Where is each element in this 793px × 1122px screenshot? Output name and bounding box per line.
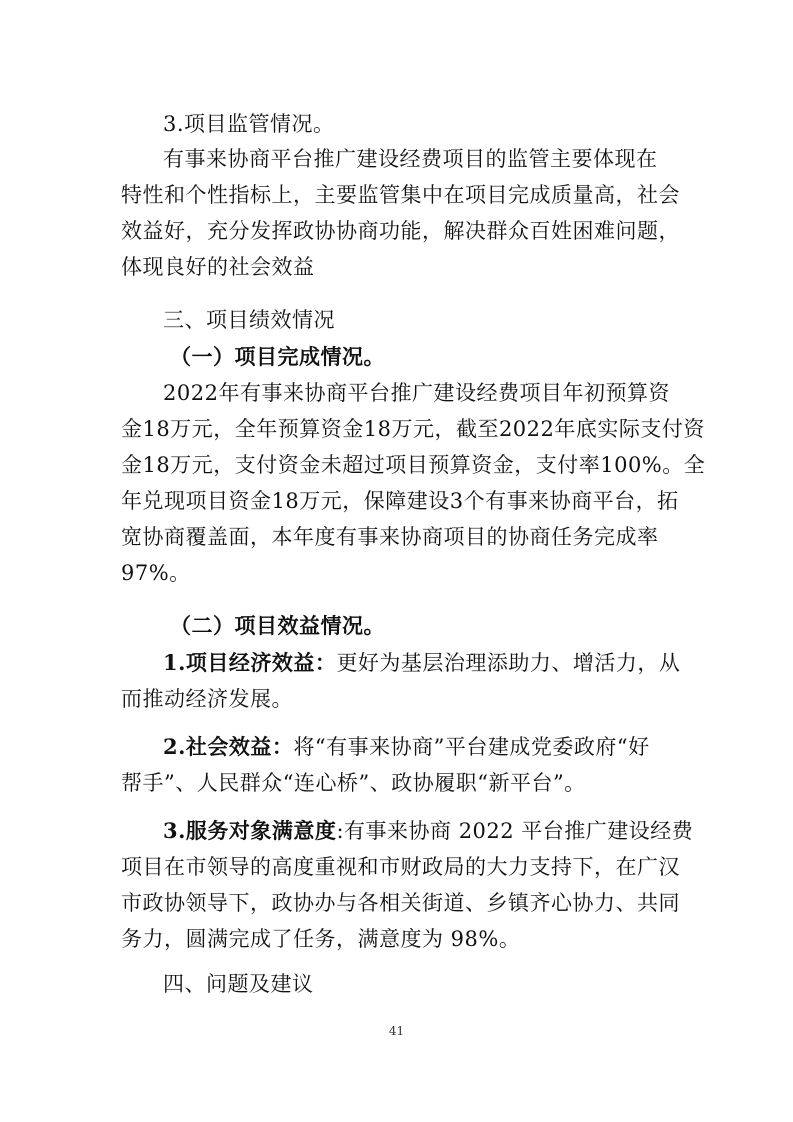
social-benefit-label: 2.社会效益： <box>163 734 294 759</box>
paragraph-line: 特性和个性指标上，主要监管集中在项目完成质量高，社会 <box>121 183 680 207</box>
satisfaction-label: 3.服务对象满意度 <box>163 818 337 843</box>
social-benefit-text: 将“有事来协商”平台建成党委政府“好 <box>293 735 650 759</box>
paragraph-line <box>0 813 793 849</box>
paragraph-line: 有事来协商平台推广建设经费项目的监管主要体现在 <box>163 147 658 171</box>
paragraph-line: 宽协商覆盖面，本年度有事来协商项目的协商任务完成率 <box>121 525 659 549</box>
subsection-heading-benefits: （二）项目效益情况。 <box>170 613 385 638</box>
paragraph-line <box>0 729 793 765</box>
economic-benefit-text: 更好为基层治理添助力、增活力，从 <box>336 651 681 675</box>
paragraph-line: 2022年有事来协商平台推广建设经费项目年初预算资 <box>163 381 670 405</box>
paragraph-line: 市政协领导下，政协办与各相关街道、乡镇齐心协力、共同 <box>121 891 680 915</box>
paragraph-line <box>0 645 793 681</box>
satisfaction-text: :有事来协商 2022 平台推广建设经费 <box>336 819 694 843</box>
paragraph-line: 而推动经济发展。 <box>121 687 293 711</box>
paragraph-line: 帮手”、人民群众“连心桥”、政协履职“新平台”。 <box>121 771 586 795</box>
paragraph-line: 金18万元，支付资金未超过项目预算资金，支付率100%。全 <box>121 453 706 477</box>
economic-benefit-label: 1.项目经济效益： <box>163 650 337 675</box>
paragraph-line: 97%。 <box>121 561 191 585</box>
paragraph-line: 金18万元，全年预算资金18万元，截至2022年底实际支付资 <box>121 417 705 441</box>
subsection-heading-supervision: 3.项目监管情况。 <box>163 112 335 136</box>
section-heading-performance: 三、项目绩效情况 <box>163 308 335 332</box>
subsection-heading-completion: （一）项目完成情况。 <box>170 344 385 369</box>
paragraph-line: 年兑现项目资金18万元，保障建设3个有事来协商平台，拓 <box>121 489 679 513</box>
page-number: 41 <box>388 1024 405 1038</box>
paragraph-line: 体现良好的社会效益 <box>121 255 315 279</box>
section-heading-issues: 四、问题及建议 <box>163 972 314 996</box>
paragraph-line: 效益好，充分发挥政协协商功能，解决群众百姓困难问题， <box>121 219 680 243</box>
paragraph-line: 项目在市领导的高度重视和市财政局的大力支持下，在广汉 <box>121 855 680 879</box>
paragraph-line: 务力，圆满完成了任务，满意度为 98%。 <box>121 927 521 951</box>
